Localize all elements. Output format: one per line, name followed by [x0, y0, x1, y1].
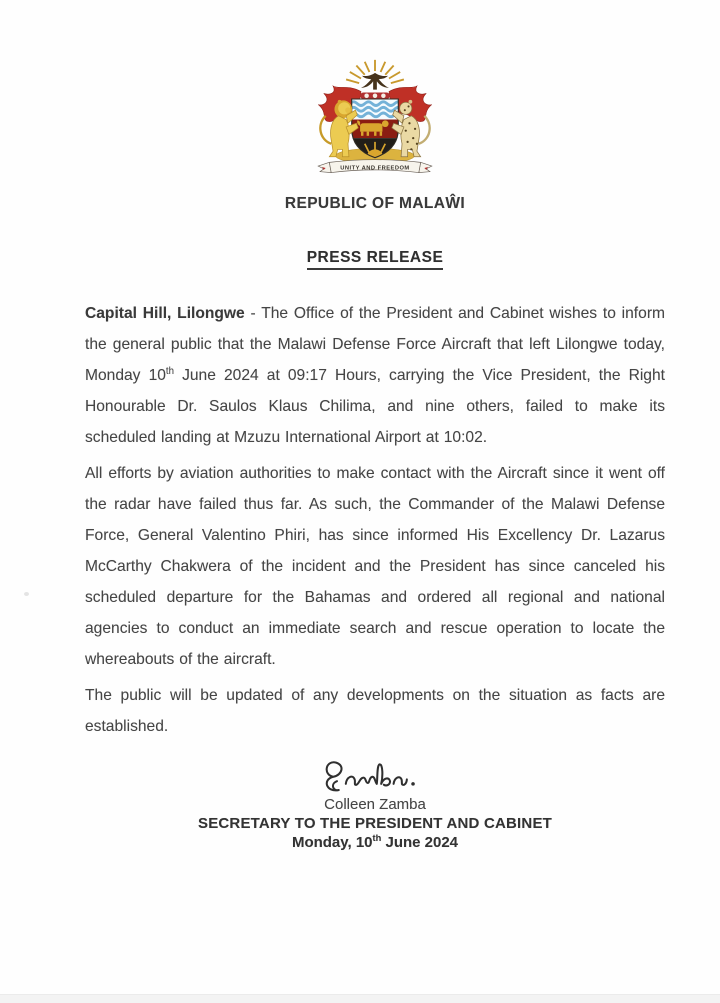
motto-banner [318, 160, 432, 173]
scan-artifact [24, 592, 29, 596]
release-date-ordinal: th [372, 833, 382, 843]
crest-motto: UNITY AND FREEDOM [340, 165, 410, 172]
coat-of-arms-wrap [85, 58, 665, 181]
release-date-a: Monday, 10 [291, 834, 373, 851]
paragraph-1-text-b: June 2024 at 09:17 Hours, carrying the Vice President, the Right Honourable Dr. Saulos Klaus Chilima, and nine others, failed to make its scheduled landing at Mzuzu International Airport at 10:02. [85, 367, 665, 446]
paragraph-1-text-a: The Office of the President and Cabinet wishes to inform the general public that the Malawi Defense Force Aircraft that left Lilongwe today, Monday 10 [85, 305, 665, 384]
scan-edge [0, 994, 720, 1003]
signature-scribble-icon [316, 752, 434, 798]
malawi-coat-of-arms-icon [305, 58, 445, 181]
press-release-title: PRESS RELEASE [307, 249, 444, 270]
eagle-icon [361, 73, 389, 90]
republic-title: REPUBLIC OF MALAŴI [284, 195, 466, 212]
signatory-name: Colleen Zamba [324, 796, 426, 813]
release-date-b: June 2024 [381, 834, 459, 851]
paragraph-1 [85, 298, 665, 453]
dateline-separator: - [244, 305, 262, 322]
signatory-title: SECRETARY TO THE PRESIDENT AND CABINET [197, 815, 553, 832]
release-date [85, 834, 665, 851]
paragraph-3: The public will be updated of any developments on the situation as facts are established. [85, 687, 665, 735]
ordinal-suffix: th [165, 365, 174, 377]
signature-block [85, 752, 665, 851]
paragraph-2: All efforts by aviation authorities to make contact with the Aircraft since it went off the radar have failed thus far. As such, the Commander of the Malawi Defense Force, General Valentino Phiri, has since informed His Excellency Dr. Lazarus McCarthy Chakwera of the incident and the President has since canceled his scheduled departure for the Bahamas and ordered all regional and national agencies to conduct an immediate search and rescue operation to locate the whereabouts of the aircraft. [85, 465, 665, 668]
press-release-heading [85, 249, 665, 270]
dateline: Capital Hill, Lilongwe [85, 305, 245, 322]
